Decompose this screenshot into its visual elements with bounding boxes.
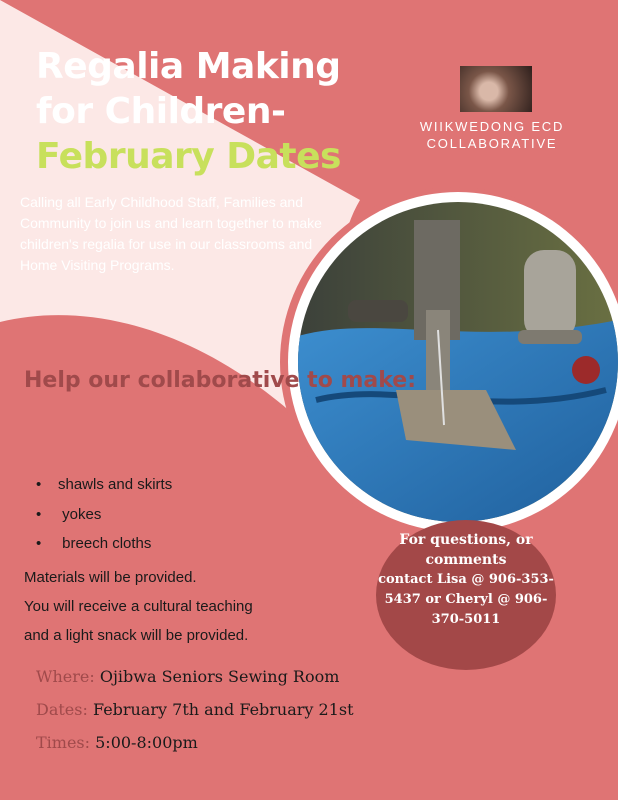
bullet-icon: • xyxy=(36,535,42,552)
title-line-3: February Dates xyxy=(36,136,341,177)
where-row xyxy=(36,660,354,693)
sewing-machine-photo xyxy=(286,190,618,532)
dates-value: February 7th and February 21st xyxy=(92,700,354,719)
org-logo-photo xyxy=(460,66,532,112)
org-name: WIIKWEDONG ECD COLLABORATIVE xyxy=(419,119,565,151)
times-label: Times: xyxy=(36,733,91,752)
contact-circle xyxy=(376,520,556,670)
contact-text: contact Lisa @ 906-353-5437 or Cheryl @ 906-370-5011 xyxy=(378,572,554,627)
bullet-icon: • xyxy=(36,505,42,523)
where-value: Ojibwa Seniors Sewing Room xyxy=(99,667,340,686)
dates-row xyxy=(36,693,354,726)
title-line-2: for Children- xyxy=(36,91,286,132)
bullet-icon: • xyxy=(36,476,42,493)
list-item: • breech cloths xyxy=(36,529,172,559)
contact-heading: For questions, or comments xyxy=(399,532,533,568)
items-list xyxy=(36,470,172,559)
times-value: 5:00-8:00pm xyxy=(95,733,198,752)
list-item: • shawls and skirts xyxy=(36,470,172,500)
notes xyxy=(24,563,253,650)
times-row xyxy=(36,726,354,759)
where-label: Where: xyxy=(36,667,95,686)
intro-text: Calling all Early Childhood Staff, Families and Community to join us and learn together to make children's regalia for use in our classrooms and Home Visiting Programs. xyxy=(20,194,322,273)
help-heading: Help our collaborative to make: xyxy=(24,368,417,393)
note-line: Materials will be provided. xyxy=(24,569,197,586)
list-item: • yokes xyxy=(36,500,172,530)
title-line-1: Regalia Making xyxy=(36,46,341,87)
note-line: You will receive a cultural teaching xyxy=(24,598,253,615)
note-line: and a light snack will be provided. xyxy=(24,627,249,644)
flyer-title xyxy=(36,44,341,179)
dates-label: Dates: xyxy=(36,700,88,719)
event-details xyxy=(36,660,354,759)
